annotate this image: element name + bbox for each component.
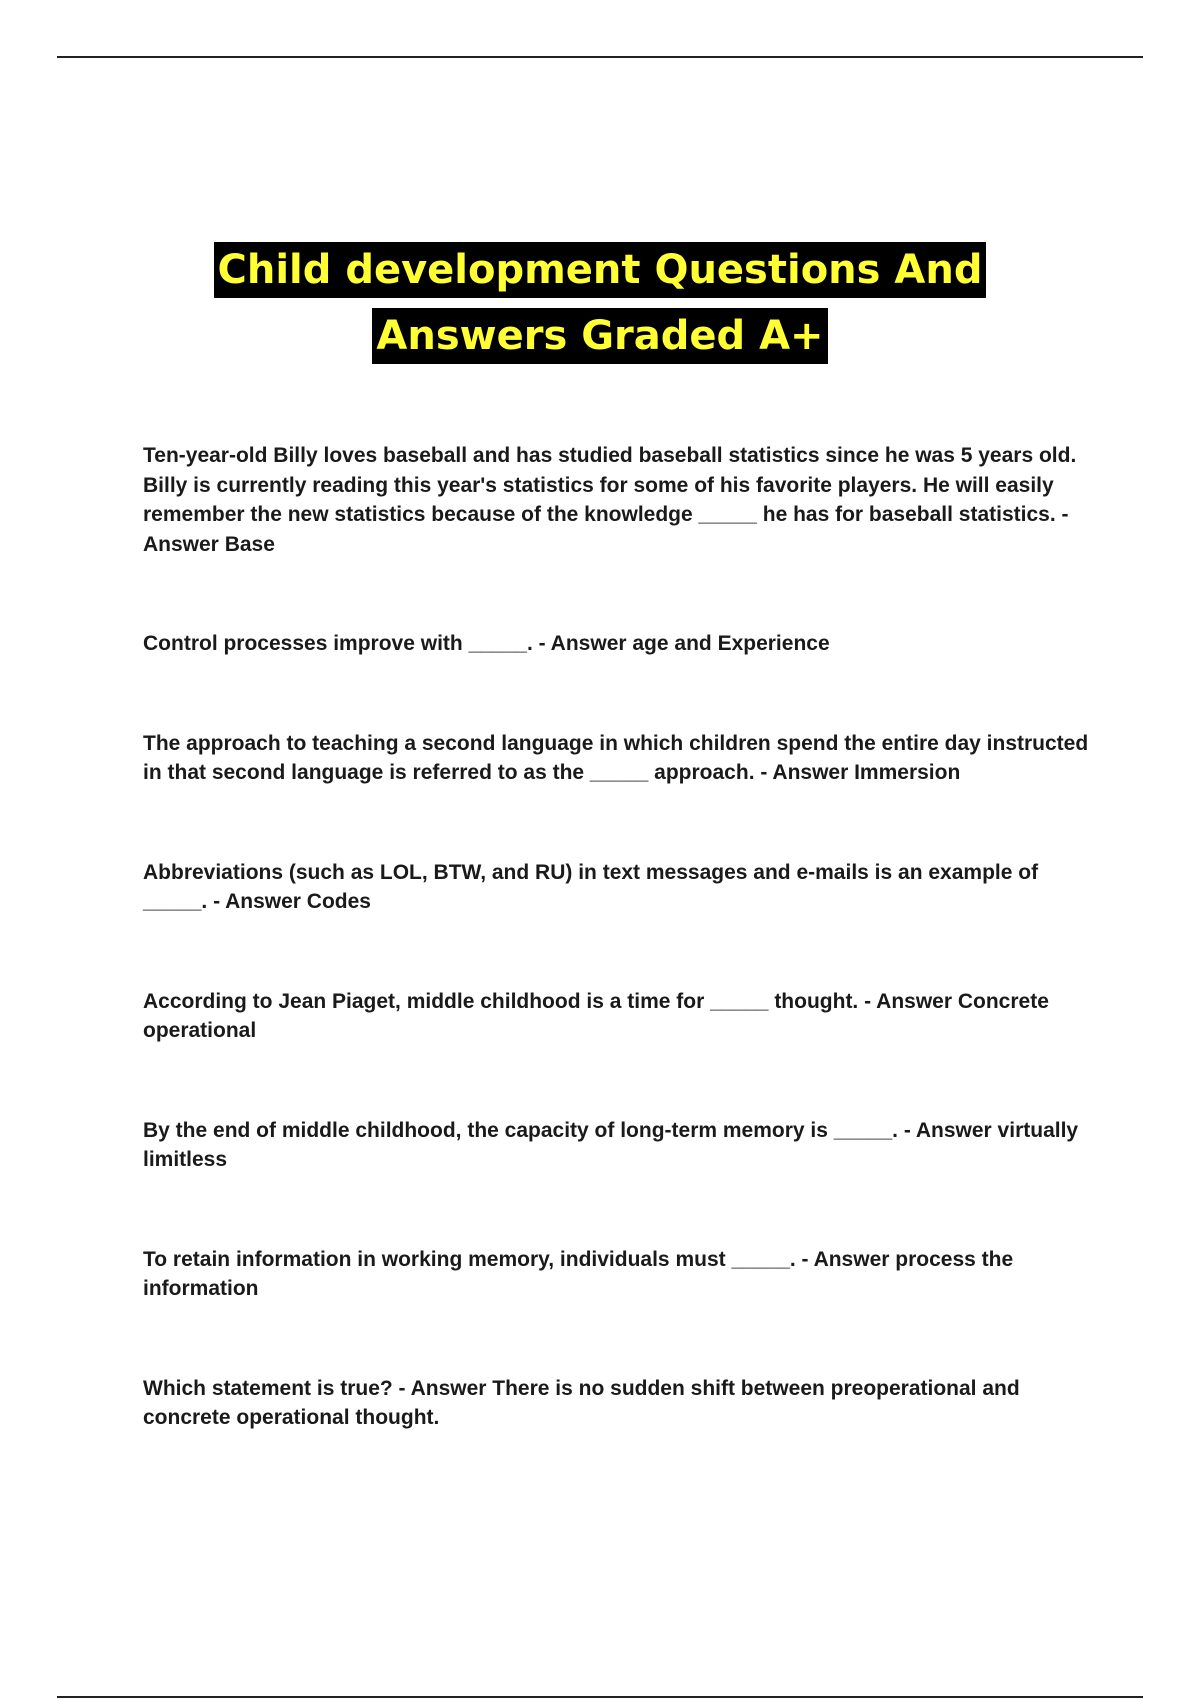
qa-list (143, 441, 1093, 1433)
top-rule (57, 56, 1143, 58)
qa-item: The approach to teaching a second language in which children spend the entire day instructed in that second language is referred to as the _____ approach. - Answer Immersion (143, 731, 1089, 784)
qa-item: Control processes improve with _____. - Answer age and Experience (143, 632, 830, 655)
qa-item: To retain information in working memory, individuals must _____. - Answer process the information (143, 1247, 1014, 1300)
qa-item: Ten-year-old Billy loves baseball and has studied baseball statistics since he was 5 years old. Billy is currently reading this year's statistics for some of his favorite players. He will easily remember the new statistics because of the knowledge _____ he has for baseball statistics. - Answer Base (143, 444, 1077, 556)
qa-item: According to Jean Piaget, middle childhood is a time for _____ thought. - Answer Concrete operational (143, 989, 1049, 1042)
title-line-2: Answers Graded A+ (372, 308, 827, 364)
qa-item: Abbreviations (such as LOL, BTW, and RU) in text messages and e-mails is an example of _____. - Answer Codes (143, 860, 1039, 913)
title-line-1: Child development Questions And (214, 242, 987, 298)
qa-item: Which statement is true? - Answer There is no sudden shift between preoperational and concrete operational thought. (143, 1376, 1020, 1429)
bottom-rule (57, 1696, 1143, 1698)
qa-item: By the end of middle childhood, the capacity of long-term memory is _____. - Answer virtually limitless (143, 1118, 1079, 1171)
document-title (0, 242, 1200, 364)
